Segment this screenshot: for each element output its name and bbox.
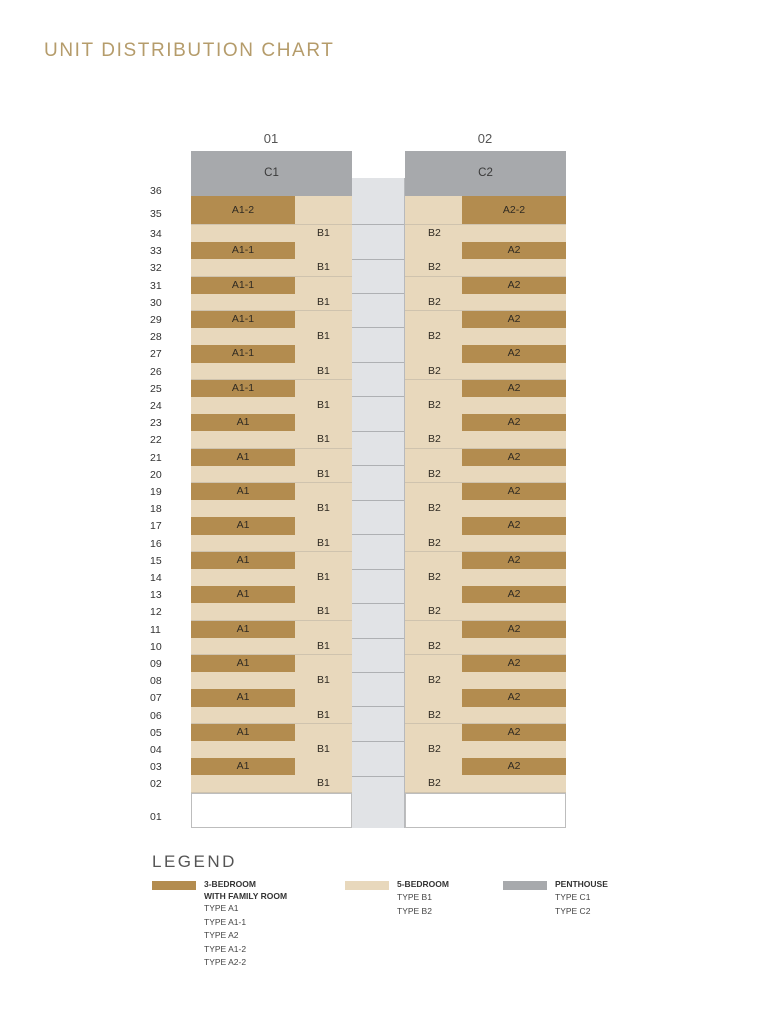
floor-label-35: 35 [150, 208, 162, 220]
unit-a-33: A1-1 [191, 242, 295, 259]
unit-b-32: B2 [428, 261, 441, 274]
floor-label-10: 10 [150, 640, 162, 653]
floor-label-22: 22 [150, 434, 162, 447]
core-divider [352, 224, 404, 225]
unit-a-21: A1 [191, 449, 295, 466]
unit-b-16: B2 [428, 536, 441, 549]
unit-a-35: A1-2 [191, 196, 295, 224]
unit-b-18: B1 [317, 502, 330, 515]
floor-label-17: 17 [150, 520, 162, 533]
legend-title: LEGEND [152, 852, 237, 871]
legend-type-item: TYPE B1 [397, 892, 432, 902]
floor-label-08: 08 [150, 675, 162, 688]
page-title: UNIT DISTRIBUTION CHART [44, 40, 335, 61]
unit-a-27: A2 [462, 345, 566, 362]
unit-a-31: A2 [462, 277, 566, 294]
unit-b-14: B2 [428, 571, 441, 583]
stack-label-02: 02 [477, 131, 493, 146]
unit-b-20: B1 [317, 467, 330, 480]
unit-a-05: A2 [462, 724, 566, 741]
stack-label-01: 01 [263, 131, 279, 146]
unit-a-27: A1-1 [191, 345, 295, 362]
unit-a-21: A2 [462, 449, 566, 466]
unit-b-34: B1 [317, 227, 330, 239]
unit-b-06: B2 [428, 708, 441, 721]
unit-b-24: B1 [317, 399, 330, 411]
unit-b-02: B2 [428, 777, 441, 790]
unit-b-20: B2 [428, 467, 441, 480]
legend-heading: PENTHOUSE [555, 879, 608, 889]
floor-label-36: 36 [150, 185, 162, 197]
floor-label-26: 26 [150, 365, 162, 378]
unit-b-02: B1 [317, 777, 330, 790]
penthouse-c2: C2 [405, 151, 566, 196]
unit-b-22: B1 [317, 433, 330, 446]
ground-floor [191, 793, 352, 828]
legend-type-item: TYPE A2 [204, 930, 239, 940]
core-divider [352, 293, 404, 294]
floor-label-19: 19 [150, 486, 162, 498]
unit-b-12: B1 [317, 605, 330, 618]
unit-a-11: A1 [191, 621, 295, 638]
unit-b-30: B2 [428, 295, 441, 308]
floor-label-32: 32 [150, 262, 162, 275]
legend-type-item: TYPE A1-2 [204, 943, 247, 954]
unit-a-09: A2 [462, 655, 566, 672]
core-divider [352, 431, 404, 432]
unit-a-33: A2 [462, 242, 566, 259]
unit-b-34: B2 [428, 227, 441, 239]
floor-label-03: 03 [150, 761, 162, 774]
unit-b-26: B2 [428, 364, 441, 377]
unit-b-26: B1 [317, 364, 330, 377]
legend-type-item: TYPE C2 [555, 905, 591, 916]
floor-label-34: 34 [150, 228, 162, 240]
legend-type-item: TYPE B2 [397, 905, 432, 916]
unit-a-07: A2 [462, 689, 566, 706]
unit-b-28: B2 [428, 330, 441, 343]
unit-a-13: A1 [191, 586, 295, 603]
core-divider [352, 603, 404, 604]
core-divider [352, 362, 404, 363]
unit-b-10: B1 [317, 639, 330, 652]
core-divider [352, 465, 404, 466]
floor-label-18: 18 [150, 503, 162, 516]
legend-swatch [345, 881, 389, 890]
floor-label-12: 12 [150, 606, 162, 619]
unit-b-24: B2 [428, 399, 441, 411]
floor-label-23: 23 [150, 417, 162, 430]
floor-label-24: 24 [150, 400, 162, 412]
unit-a-29: A2 [462, 311, 566, 328]
unit-b-08: B2 [428, 674, 441, 687]
legend-type-item: TYPE A1 [204, 903, 239, 913]
floor-label-02: 02 [150, 778, 162, 791]
unit-b-18: B2 [428, 502, 441, 515]
core-divider [352, 327, 404, 328]
core-divider [352, 672, 404, 673]
core-divider [352, 569, 404, 570]
core-divider [352, 396, 404, 397]
unit-b-22: B2 [428, 433, 441, 446]
elevator-core [351, 178, 405, 828]
unit-b-12: B2 [428, 605, 441, 618]
penthouse-c1: C1 [191, 151, 352, 196]
unit-b-04: B1 [317, 743, 330, 755]
core-divider [352, 500, 404, 501]
floor-label-13: 13 [150, 589, 162, 602]
unit-a-09: A1 [191, 655, 295, 672]
unit-b-08: B1 [317, 674, 330, 687]
legend-swatch [152, 881, 196, 890]
core-divider [352, 259, 404, 260]
floor-label-09: 09 [150, 658, 162, 670]
unit-a-19: A2 [462, 483, 566, 500]
legend-heading: WITH FAMILY ROOM [204, 891, 288, 901]
core-divider [352, 741, 404, 742]
unit-a-25: A1-1 [191, 380, 295, 397]
legend-heading: 3-BEDROOM [204, 879, 256, 889]
floor-label-30: 30 [150, 296, 162, 309]
unit-a-23: A1 [191, 414, 295, 431]
floor-label-07: 07 [150, 692, 162, 705]
unit-a-11: A2 [462, 621, 566, 638]
legend-type-item: TYPE A2-2 [204, 957, 247, 967]
unit-b-16: B1 [317, 536, 330, 549]
legend-heading: 5-BEDROOM [397, 879, 449, 889]
floor-label-25: 25 [150, 382, 162, 395]
floor-label-11: 11 [150, 623, 161, 636]
floor-label-05: 05 [150, 726, 162, 739]
unit-a-07: A1 [191, 689, 295, 706]
floor-label-04: 04 [150, 744, 162, 756]
unit-b-04: B2 [428, 743, 441, 755]
unit-a-19: A1 [191, 483, 295, 500]
floor-label-15: 15 [150, 554, 162, 567]
core-divider [352, 706, 404, 707]
unit-a-03: A2 [462, 758, 566, 775]
unit-a-05: A1 [191, 724, 295, 741]
floor-label-20: 20 [150, 468, 162, 481]
core-divider [352, 776, 404, 777]
floor-label-31: 31 [150, 279, 162, 292]
core-divider [352, 534, 404, 535]
unit-a-03: A1 [191, 758, 295, 775]
floor-label-27: 27 [150, 348, 162, 361]
unit-b-14: B1 [317, 571, 330, 583]
unit-a-29: A1-1 [191, 311, 295, 328]
core-divider [352, 638, 404, 639]
unit-a-23: A2 [462, 414, 566, 431]
legend-type-item: TYPE A1-1 [204, 916, 247, 927]
unit-a-25: A2 [462, 380, 566, 397]
unit-a-15: A1 [191, 552, 295, 569]
unit-b-06: B1 [317, 708, 330, 721]
unit-b-30: B1 [317, 295, 330, 308]
unit-b-32: B1 [317, 261, 330, 274]
floor-label-29: 29 [150, 314, 162, 326]
floor-label-28: 28 [150, 331, 162, 344]
unit-b-10: B2 [428, 639, 441, 652]
floor-label-01: 01 [150, 811, 162, 823]
unit-a-13: A2 [462, 586, 566, 603]
unit-a-15: A2 [462, 552, 566, 569]
unit-b-28: B1 [317, 330, 330, 343]
unit-a-35: A2-2 [462, 196, 566, 224]
floor-label-33: 33 [150, 245, 162, 258]
legend-swatch [503, 881, 547, 890]
floor-label-16: 16 [150, 537, 162, 550]
unit-a-17: A2 [462, 517, 566, 534]
floor-label-06: 06 [150, 709, 162, 722]
legend-type-item: TYPE C1 [555, 892, 591, 902]
unit-a-31: A1-1 [191, 277, 295, 294]
unit-a-17: A1 [191, 517, 295, 534]
ground-floor [405, 793, 566, 828]
floor-label-21: 21 [150, 451, 162, 464]
floor-label-14: 14 [150, 572, 162, 584]
